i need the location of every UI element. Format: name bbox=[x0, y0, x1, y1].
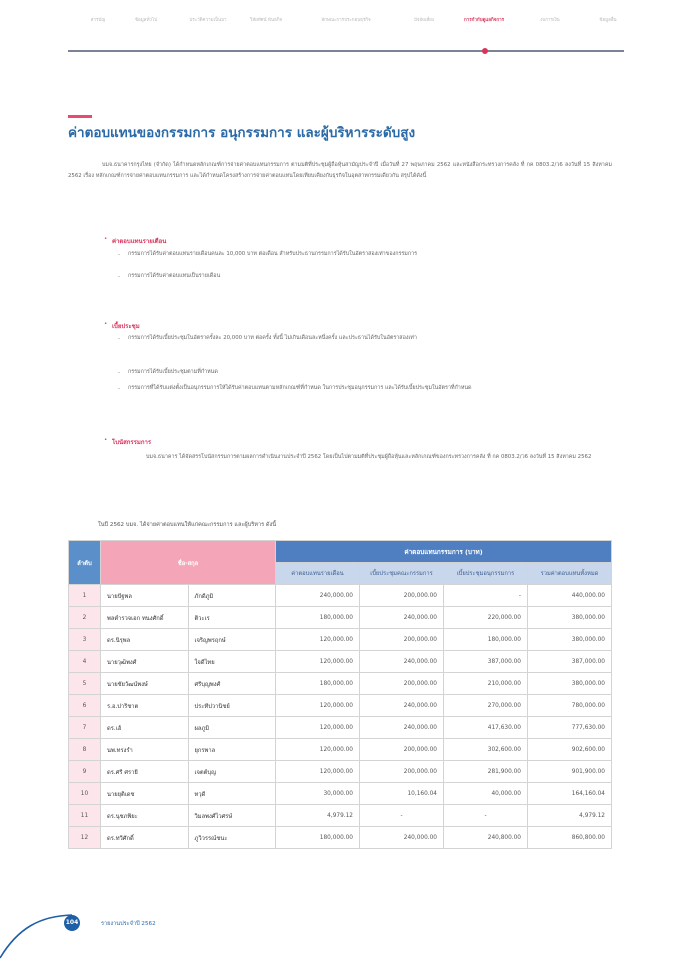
bullet-icon: • bbox=[104, 236, 108, 242]
last-name: ยุกรพาล bbox=[188, 739, 276, 761]
total-fee: 440,000.00 bbox=[528, 585, 612, 607]
board-fee: 240,000.00 bbox=[360, 651, 444, 673]
nav-item-risk[interactable]: ปัจจัยเสี่ยง bbox=[414, 18, 434, 23]
subcommittee-fee: 210,000.00 bbox=[444, 673, 528, 695]
subcommittee-fee: 417,630.00 bbox=[444, 717, 528, 739]
last-name: ผลภูมิ bbox=[188, 717, 276, 739]
monthly-fee: 30,000.00 bbox=[276, 783, 360, 805]
table-row bbox=[69, 717, 612, 739]
first-name: ดร.เฮ้ bbox=[101, 717, 189, 739]
first-name: นายวุฒิพงศ์ bbox=[101, 651, 189, 673]
row-number: 2 bbox=[69, 607, 101, 629]
dash-icon: - bbox=[118, 386, 120, 392]
nav-item-financials[interactable]: งบการเงิน bbox=[540, 18, 560, 23]
last-name: เจริญพรฤกษ์ bbox=[188, 629, 276, 651]
first-name: ดร.ทวีศักดิ์ bbox=[101, 827, 189, 849]
meeting-item-3: กรรมการที่ได้รับแต่งตั้งเป็นอนุกรรมการให้ได้รับค่าตอบแทนตามหลักเกณฑ์ที่กำหนด ในการประชุมอนุกรรมการ และได้รับเบี้ยประชุมในอัตราที่กำหนด bbox=[128, 385, 472, 391]
monthly-item-2: กรรมการได้รับค่าตอบแทนเป็นรายเดือน bbox=[128, 273, 221, 279]
board-fee: 240,000.00 bbox=[360, 695, 444, 717]
row-number: 9 bbox=[69, 761, 101, 783]
subcommittee-fee: 220,000.00 bbox=[444, 607, 528, 629]
header-group: ค่าตอบแทนกรรมการ (บาท) bbox=[276, 541, 612, 563]
header-name: ชื่อ-สกุล bbox=[101, 541, 276, 585]
subcommittee-fee: 302,600.00 bbox=[444, 739, 528, 761]
total-fee: 860,800.00 bbox=[528, 827, 612, 849]
total-fee: 164,160.04 bbox=[528, 783, 612, 805]
dash-icon: - bbox=[118, 336, 120, 342]
top-navigation bbox=[68, 18, 624, 40]
title-accent-bar bbox=[68, 115, 92, 118]
page-number-badge: 104 bbox=[64, 915, 80, 931]
row-number: 4 bbox=[69, 651, 101, 673]
dash-icon: - bbox=[118, 252, 120, 258]
row-number: 6 bbox=[69, 695, 101, 717]
subcommittee-fee: 240,800.00 bbox=[444, 827, 528, 849]
meeting-item-1: กรรมการได้รับเบี้ยประชุมในอัตราครั้งละ 20,000 บาท ต่อครั้ง ทั้งนี้ ไม่เกินเดือนละหนึ่งครั้ง และประธานได้รับในอัตราสองเท่า bbox=[128, 335, 417, 341]
total-fee: 380,000.00 bbox=[528, 607, 612, 629]
header-monthly: ค่าตอบแทนรายเดือน bbox=[276, 563, 360, 585]
monthly-fee: 180,000.00 bbox=[276, 673, 360, 695]
row-number: 3 bbox=[69, 629, 101, 651]
first-name: ดร.ศรี ศรายี bbox=[101, 761, 189, 783]
footer-report-name: รายงานประจำปี 2562 bbox=[101, 921, 156, 927]
monthly-fee: 240,000.00 bbox=[276, 585, 360, 607]
last-name: ประทีปวานิชย์ bbox=[188, 695, 276, 717]
subcommittee-fee: 270,000.00 bbox=[444, 695, 528, 717]
table-caption: ในปี 2562 บมจ. ได้จ่ายค่าตอบแทนให้แก่คณะกรรมการ และผู้บริหาร ดังนี้ bbox=[98, 522, 277, 528]
first-name: นพ.ทรงรำ bbox=[101, 739, 189, 761]
nav-item-business[interactable]: ลักษณะการประกอบธุรกิจ bbox=[321, 18, 371, 23]
last-name: ติวะเร bbox=[188, 607, 276, 629]
board-fee: 240,000.00 bbox=[360, 827, 444, 849]
table-row bbox=[69, 629, 612, 651]
table-row bbox=[69, 607, 612, 629]
board-fee: 200,000.00 bbox=[360, 585, 444, 607]
header-no: ลำดับ bbox=[69, 541, 101, 585]
nav-active-marker bbox=[482, 48, 488, 54]
monthly-fee: 180,000.00 bbox=[276, 827, 360, 849]
table-row bbox=[69, 695, 612, 717]
first-name: ดร.นุชภพิยะ bbox=[101, 805, 189, 827]
monthly-item-1: กรรมการได้รับค่าตอบแทนรายเดือนคนละ 10,000 บาท ต่อเดือน สำหรับประธานกรรมการได้รับในอัตราสองเท่าของกรรมการ bbox=[128, 251, 418, 257]
total-fee: 387,000.00 bbox=[528, 651, 612, 673]
header-board-meeting: เบี้ยประชุมคณะกรรมการ bbox=[360, 563, 444, 585]
first-name: นายชัยวัฒน์พงษ์ bbox=[101, 673, 189, 695]
header-total: รวมค่าตอบแทนทั้งหมด bbox=[528, 563, 612, 585]
nav-divider bbox=[68, 50, 624, 52]
monthly-fee: 180,000.00 bbox=[276, 607, 360, 629]
table-row bbox=[69, 783, 612, 805]
board-fee: 240,000.00 bbox=[360, 607, 444, 629]
first-name: ร.อ.ปาริชาต bbox=[101, 695, 189, 717]
total-fee: 780,000.00 bbox=[528, 695, 612, 717]
last-name: วิมลพงศ์ไวศรษ์ bbox=[188, 805, 276, 827]
monthly-fee: 4,979.12 bbox=[276, 805, 360, 827]
table-row bbox=[69, 761, 612, 783]
row-number: 1 bbox=[69, 585, 101, 607]
board-fee: - bbox=[360, 805, 444, 827]
monthly-fee: 120,000.00 bbox=[276, 717, 360, 739]
board-fee: 10,160.04 bbox=[360, 783, 444, 805]
dash-icon: - bbox=[118, 274, 120, 280]
table-row bbox=[69, 651, 612, 673]
meeting-item-2: กรรมการได้รับเบี้ยประชุมตามที่กำหนด bbox=[128, 369, 218, 375]
nav-item-history[interactable]: ประวัติความเป็นมา bbox=[189, 18, 227, 23]
section-heading-bonus: โบนัสกรรมการ bbox=[112, 439, 152, 446]
row-number: 11 bbox=[69, 805, 101, 827]
board-fee: 240,000.00 bbox=[360, 717, 444, 739]
table-row bbox=[69, 585, 612, 607]
first-name: นายยุติเดช bbox=[101, 783, 189, 805]
total-fee: 902,600.00 bbox=[528, 739, 612, 761]
total-fee: 380,000.00 bbox=[528, 673, 612, 695]
intro-paragraph: บมจ.ธนาคารกรุงไทย (จำกัด) ได้กำหนดหลักเกณฑ์การจ่ายค่าตอบแทนกรรมการ ตามมติที่ประชุมผู้ถือหุ้นสามัญประจำปี เมื่อวันที่ 27 พฤษภาคม 2562 และหนังสือกระทรวงการคลัง ที่ กค 0803.2/ว6 ลงวันที่ 15 สิงหาคม 2562 เรื่อง หลักเกณฑ์การจ่ายค่าตอบแทนกรรมการ และได้กำหนดโครงสร้างการจ่ายค่าตอบแทนโดยเทียบเคียงกับธุรกิจในอุตสาหกรรมเดียวกัน สรุปได้ดังนี้ bbox=[68, 162, 612, 179]
monthly-fee: 120,000.00 bbox=[276, 761, 360, 783]
first-name: พลตำรวจเอก ทนงศักดิ์ bbox=[101, 607, 189, 629]
section-heading-monthly: ค่าตอบแทนรายเดือน bbox=[112, 238, 167, 245]
nav-item-governance[interactable]: การกำกับดูแลกิจการ bbox=[463, 18, 505, 23]
board-fee: 200,000.00 bbox=[360, 673, 444, 695]
board-fee: 200,000.00 bbox=[360, 739, 444, 761]
monthly-fee: 120,000.00 bbox=[276, 629, 360, 651]
nav-item-other[interactable]: ข้อมูลอื่น bbox=[599, 18, 617, 23]
first-name: นายปัฐพล bbox=[101, 585, 189, 607]
table-row bbox=[69, 739, 612, 761]
section-heading-meeting-fee: เบี้ยประชุม bbox=[112, 323, 140, 330]
nav-item-vision[interactable]: วิสัยทัศน์ พันธกิจ bbox=[249, 18, 283, 23]
total-fee: 901,900.00 bbox=[528, 761, 612, 783]
table-row bbox=[69, 827, 612, 849]
monthly-fee: 120,000.00 bbox=[276, 739, 360, 761]
header-subcommittee-meeting: เบี้ยประชุมอนุกรรมการ bbox=[444, 563, 528, 585]
subcommittee-fee: 281,900.00 bbox=[444, 761, 528, 783]
table-row bbox=[69, 673, 612, 695]
bullet-icon: • bbox=[104, 321, 108, 327]
table-row bbox=[69, 805, 612, 827]
row-number: 8 bbox=[69, 739, 101, 761]
page-title: ค่าตอบแทนของกรรมการ อนุกรรมการ และผู้บริหารระดับสูง bbox=[68, 125, 416, 141]
nav-item-contents[interactable]: สารบัญ bbox=[90, 18, 106, 23]
row-number: 7 bbox=[69, 717, 101, 739]
nav-item-general-info[interactable]: ข้อมูลทั่วไป bbox=[134, 18, 158, 23]
subcommittee-fee: - bbox=[444, 585, 528, 607]
subcommittee-fee: 387,000.00 bbox=[444, 651, 528, 673]
last-name: ใจดีไทย bbox=[188, 651, 276, 673]
board-fee: 200,000.00 bbox=[360, 629, 444, 651]
bullet-icon: • bbox=[104, 437, 108, 443]
subcommittee-fee: 180,000.00 bbox=[444, 629, 528, 651]
last-name: ภูวิวรรณ์ชนะ bbox=[188, 827, 276, 849]
last-name: เจตต์บุญ bbox=[188, 761, 276, 783]
last-name: ศรีบุญพงศ์ bbox=[188, 673, 276, 695]
monthly-fee: 120,000.00 bbox=[276, 651, 360, 673]
row-number: 10 bbox=[69, 783, 101, 805]
row-number: 5 bbox=[69, 673, 101, 695]
first-name: ดร.นิรุพล bbox=[101, 629, 189, 651]
subcommittee-fee: - bbox=[444, 805, 528, 827]
bonus-paragraph: บมจ.ธนาคาร ได้จัดสรรโบนัสกรรมการตามผลการดำเนินงานประจำปี 2562 โดยเป็นไปตามมติที่ประชุมผู้ถือหุ้นและหลักเกณฑ์ของกระทรวงการคลัง ที่ กค 0803.2/ว6 ลงวันที่ 15 สิงหาคม 2562 bbox=[146, 454, 592, 460]
monthly-fee: 120,000.00 bbox=[276, 695, 360, 717]
total-fee: 4,979.12 bbox=[528, 805, 612, 827]
dash-icon: - bbox=[118, 370, 120, 376]
subcommittee-fee: 40,000.00 bbox=[444, 783, 528, 805]
last-name: ภักดีภูมิ bbox=[188, 585, 276, 607]
compensation-table bbox=[68, 540, 612, 849]
row-number: 12 bbox=[69, 827, 101, 849]
last-name: ทวุดี bbox=[188, 783, 276, 805]
total-fee: 777,630.00 bbox=[528, 717, 612, 739]
board-fee: 200,000.00 bbox=[360, 761, 444, 783]
total-fee: 380,000.00 bbox=[528, 629, 612, 651]
